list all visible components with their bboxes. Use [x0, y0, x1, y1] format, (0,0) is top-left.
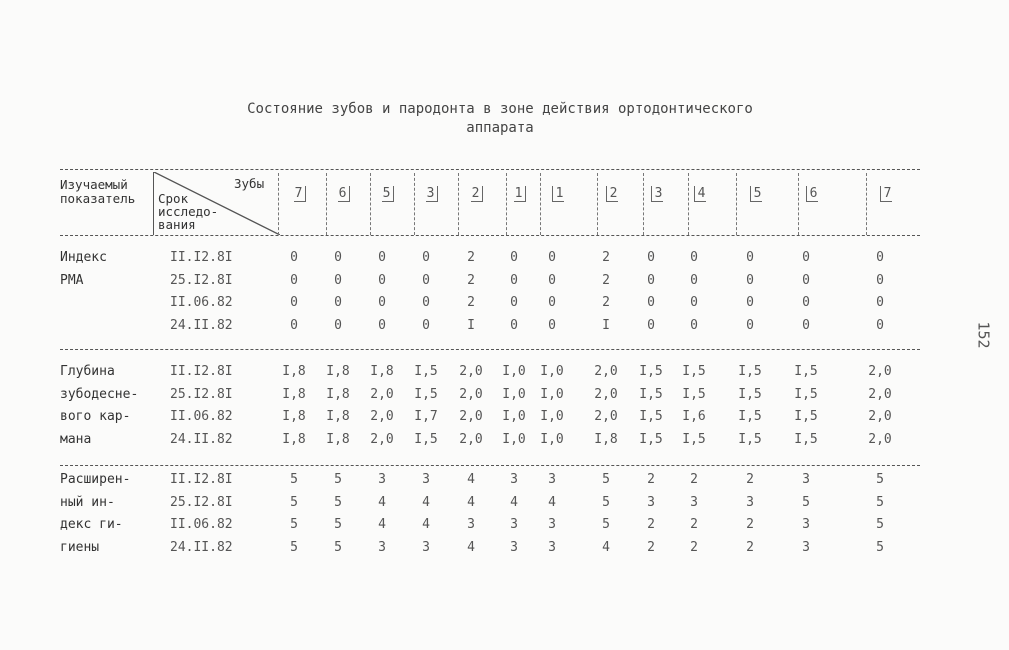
table-cell: 5 — [876, 517, 884, 532]
table-cell: 2 — [746, 539, 754, 555]
table-cell: 0 — [510, 272, 518, 288]
table-cell: 0 — [378, 272, 386, 288]
indicator-label: Глубина — [60, 364, 115, 379]
tooth-header — [324, 186, 364, 202]
table-cell: 0 — [510, 317, 518, 333]
table-cell: 0 — [647, 272, 655, 288]
column-separator — [458, 173, 459, 235]
table-cell: 2,0 — [868, 364, 892, 379]
table-cell: 4 — [467, 494, 475, 510]
indicator-label: Индекс — [60, 250, 107, 265]
tooth-header — [680, 186, 720, 202]
table-cell: I,5 — [682, 386, 706, 402]
table-cell: 4 — [467, 539, 475, 555]
table-cell: 3 — [467, 517, 475, 532]
column-separator — [414, 173, 415, 235]
table-cell: 2 — [647, 472, 655, 487]
group-rule-2 — [60, 349, 920, 350]
table-cell: 2,0 — [868, 409, 892, 424]
header-indicator-line: Изучаемый — [60, 177, 128, 192]
table-cell: 0 — [548, 250, 556, 265]
column-separator — [370, 173, 371, 235]
column-separator — [688, 173, 689, 235]
table-cell: I,0 — [540, 386, 564, 402]
table-cell: 0 — [334, 295, 342, 310]
table-cell: I,8 — [282, 431, 306, 447]
tooth-number: 6 — [338, 186, 351, 202]
exam-date: 25.I2.8I — [170, 272, 233, 288]
tooth-number: 3 — [651, 186, 664, 202]
table-cell: I,5 — [682, 431, 706, 447]
table-cell: 0 — [876, 272, 884, 288]
table-cell: 2 — [467, 250, 475, 265]
header-date-label — [158, 192, 218, 231]
table-cell: 5 — [802, 494, 810, 510]
table-cell: 5 — [602, 472, 610, 487]
table-cell: 4 — [510, 494, 518, 510]
indicator-label: гиены — [60, 539, 100, 555]
table-cell: 3 — [378, 539, 386, 555]
table-cell: 3 — [422, 539, 430, 555]
table-cell: 0 — [746, 250, 754, 265]
table-cell: 0 — [510, 250, 518, 265]
exam-date: 24.II.82 — [170, 431, 233, 447]
table-cell: 2 — [746, 517, 754, 532]
table-cell: 0 — [334, 272, 342, 288]
table-cell: 3 — [548, 472, 556, 487]
exam-date: II.I2.8I — [170, 472, 233, 487]
tooth-header — [368, 186, 408, 202]
table-cell: 0 — [647, 250, 655, 265]
tooth-number: 2 — [606, 186, 619, 202]
table-cell: 5 — [290, 494, 298, 510]
table-cell: 0 — [802, 295, 810, 310]
indicator-label: зубодесне- — [60, 386, 139, 402]
table-title-line-1: Состояние зубов и пародонта в зоне действия ортодонтического — [247, 101, 753, 117]
table-cell: 4 — [548, 494, 556, 510]
table-title — [200, 100, 800, 138]
table-cell: 5 — [876, 494, 884, 510]
table-cell: I,8 — [370, 364, 394, 379]
table-cell: I,5 — [414, 386, 438, 402]
table-cell: 0 — [422, 272, 430, 288]
table-cell: 3 — [802, 517, 810, 532]
table-cell: 2,0 — [370, 386, 394, 402]
table-cell: 0 — [290, 317, 298, 333]
indicator-label: вого кар- — [60, 409, 131, 424]
table-cell: 0 — [378, 295, 386, 310]
table-cell: 2,0 — [459, 431, 483, 447]
table-cell: 4 — [467, 472, 475, 487]
table-cell: 0 — [746, 272, 754, 288]
table-cell: 3 — [802, 472, 810, 487]
exam-date: 25.I2.8I — [170, 386, 233, 402]
table-cell: 5 — [602, 517, 610, 532]
header-indicator-line: показатель — [60, 191, 136, 206]
table-cell: 5 — [334, 472, 342, 487]
table-cell: 2 — [602, 295, 610, 310]
column-separator — [798, 173, 799, 235]
table-cell: I,5 — [639, 364, 663, 379]
table-cell: 2 — [647, 539, 655, 555]
table-cell: 2,0 — [370, 431, 394, 447]
table-cell: 0 — [690, 317, 698, 333]
table-cell: I,0 — [540, 364, 564, 379]
table-cell: I,6 — [682, 409, 706, 424]
table-cell: 0 — [802, 250, 810, 265]
table-cell: I,8 — [326, 386, 350, 402]
table-cell: I,5 — [639, 386, 663, 402]
tooth-header — [457, 186, 497, 202]
table-cell: I,0 — [502, 431, 526, 447]
table-cell: I,0 — [502, 409, 526, 424]
table-cell: 5 — [290, 472, 298, 487]
column-separator — [866, 173, 867, 235]
table-cell: I,5 — [738, 386, 762, 402]
table-cell: 2 — [467, 272, 475, 288]
table-cell: 0 — [334, 317, 342, 333]
table-cell: 2,0 — [594, 386, 618, 402]
table-cell: 5 — [290, 539, 298, 555]
table-cell: 3 — [647, 494, 655, 510]
table-cell: I,8 — [282, 409, 306, 424]
table-cell: 3 — [422, 472, 430, 487]
column-separator — [736, 173, 737, 235]
exam-date: II.06.82 — [170, 409, 233, 424]
table-cell: 0 — [378, 317, 386, 333]
tooth-header — [412, 186, 452, 202]
table-cell: 5 — [602, 494, 610, 510]
table-cell: 0 — [690, 295, 698, 310]
table-cell: 3 — [510, 472, 518, 487]
indicator-label: мана — [60, 431, 92, 447]
tooth-number: 1 — [514, 186, 527, 202]
table-cell: 2,0 — [868, 386, 892, 402]
table-cell: 2,0 — [370, 409, 394, 424]
exam-date: II.I2.8I — [170, 250, 233, 265]
table-cell: 0 — [876, 317, 884, 333]
tooth-header — [280, 186, 320, 202]
column-separator — [540, 173, 541, 235]
table-cell: 0 — [690, 272, 698, 288]
tooth-number: 2 — [471, 186, 484, 202]
exam-date: 24.II.82 — [170, 539, 233, 555]
table-cell: 0 — [422, 295, 430, 310]
header-date-line: исследо- — [158, 204, 219, 219]
table-cell: 2,0 — [594, 409, 618, 424]
table-cell: 0 — [290, 272, 298, 288]
table-cell: 0 — [802, 272, 810, 288]
table-cell: I,5 — [682, 364, 706, 379]
table-cell: 5 — [290, 517, 298, 532]
table-cell: 3 — [802, 539, 810, 555]
table-cell: 2 — [690, 539, 698, 555]
tooth-number: 1 — [552, 186, 565, 202]
table-cell: 4 — [422, 517, 430, 532]
tooth-header — [592, 186, 632, 202]
column-separator — [597, 173, 598, 235]
table-cell: 0 — [422, 250, 430, 265]
table-cell: I,0 — [540, 431, 564, 447]
table-cell: 2,0 — [459, 409, 483, 424]
table-cell: 0 — [290, 295, 298, 310]
table-cell: 0 — [647, 317, 655, 333]
header-date-line: вания — [158, 217, 196, 232]
table-cell: 2,0 — [594, 364, 618, 379]
table-cell: 0 — [690, 250, 698, 265]
table-cell: 0 — [548, 272, 556, 288]
table-cell: I,5 — [794, 431, 818, 447]
table-cell: I,5 — [738, 409, 762, 424]
table-cell: I — [467, 317, 475, 333]
tooth-number: 4 — [694, 186, 707, 202]
table-cell: 2,0 — [459, 364, 483, 379]
table-cell: 4 — [602, 539, 610, 555]
indicator-label: PMA — [60, 272, 84, 288]
table-cell: 3 — [378, 472, 386, 487]
header-date-line: Срок — [158, 191, 189, 206]
table-cell: I,0 — [502, 364, 526, 379]
table-cell: 5 — [334, 539, 342, 555]
table-cell: 4 — [422, 494, 430, 510]
table-cell: 2 — [467, 295, 475, 310]
column-separator — [278, 173, 279, 235]
header-bottom-rule — [60, 235, 920, 236]
table-cell: 2,0 — [459, 386, 483, 402]
table-cell: 0 — [422, 317, 430, 333]
table-cell: I,5 — [414, 364, 438, 379]
table-cell: 3 — [548, 517, 556, 532]
table-cell: I,5 — [794, 386, 818, 402]
tooth-header — [538, 186, 578, 202]
table-cell: 0 — [746, 295, 754, 310]
table-cell: I,8 — [326, 364, 350, 379]
table-cell: I,5 — [414, 431, 438, 447]
table-cell: 0 — [647, 295, 655, 310]
table-cell: I,8 — [282, 386, 306, 402]
table-cell: 0 — [876, 295, 884, 310]
table-cell: I,5 — [794, 364, 818, 379]
table-cell: 5 — [876, 539, 884, 555]
tooth-number: 5 — [750, 186, 763, 202]
column-separator — [506, 173, 507, 235]
table-cell: 2 — [690, 517, 698, 532]
exam-date: 24.II.82 — [170, 317, 233, 333]
table-cell: 2 — [602, 250, 610, 265]
table-cell: I,5 — [639, 409, 663, 424]
table-cell: 5 — [334, 517, 342, 532]
table-cell: I,5 — [738, 431, 762, 447]
header-indicator-label — [60, 178, 135, 206]
table-cell: 0 — [548, 317, 556, 333]
table-cell: 2 — [647, 517, 655, 532]
table-cell: 4 — [378, 494, 386, 510]
tooth-number: 3 — [426, 186, 439, 202]
table-cell: 0 — [746, 317, 754, 333]
table-cell: 3 — [510, 517, 518, 532]
indicator-label: декс ги- — [60, 517, 123, 532]
table-cell: I,8 — [326, 431, 350, 447]
table-cell: 2 — [690, 472, 698, 487]
table-cell: I,5 — [794, 409, 818, 424]
tooth-number: 6 — [806, 186, 819, 202]
table-cell: 3 — [746, 494, 754, 510]
table-cell: 4 — [378, 517, 386, 532]
table-cell: 2,0 — [868, 431, 892, 447]
table-cell: 3 — [510, 539, 518, 555]
indicator-label: Расширен- — [60, 472, 131, 487]
table-cell: 5 — [334, 494, 342, 510]
table-cell: 0 — [548, 295, 556, 310]
table-title-line-2: аппарата — [466, 120, 534, 136]
tooth-header — [736, 186, 776, 202]
table-cell: 3 — [548, 539, 556, 555]
table-cell: I,8 — [594, 431, 618, 447]
table-cell: I,8 — [326, 409, 350, 424]
table-cell: 0 — [876, 250, 884, 265]
table-cell: 2 — [746, 472, 754, 487]
column-separator — [326, 173, 327, 235]
table-cell: 5 — [876, 472, 884, 487]
header-teeth-label: Зубы — [234, 176, 265, 191]
table-cell: 0 — [378, 250, 386, 265]
table-cell: 0 — [510, 295, 518, 310]
table-cell: 0 — [802, 317, 810, 333]
tooth-number: 7 — [880, 186, 893, 202]
table-cell: I — [602, 317, 610, 333]
tooth-number: 7 — [294, 186, 307, 202]
table-cell: I,8 — [282, 364, 306, 379]
indicator-label: ный ин- — [60, 494, 115, 510]
table-cell: 3 — [690, 494, 698, 510]
exam-date: 25.I2.8I — [170, 494, 233, 510]
table-cell: 2 — [602, 272, 610, 288]
page-number: 152 — [974, 321, 993, 349]
table-cell: I,5 — [738, 364, 762, 379]
table-cell: I,5 — [639, 431, 663, 447]
header-top-rule — [60, 169, 920, 170]
column-separator — [643, 173, 644, 235]
table-cell: I,0 — [502, 386, 526, 402]
group-rule-3 — [60, 465, 920, 466]
tooth-header — [866, 186, 906, 202]
exam-date: II.I2.8I — [170, 364, 233, 379]
exam-date: II.06.82 — [170, 517, 233, 532]
table-cell: I,7 — [414, 409, 438, 424]
table-cell: 0 — [334, 250, 342, 265]
table-cell: I,0 — [540, 409, 564, 424]
tooth-number: 5 — [382, 186, 395, 202]
exam-date: II.06.82 — [170, 295, 233, 310]
table-cell: 0 — [290, 250, 298, 265]
